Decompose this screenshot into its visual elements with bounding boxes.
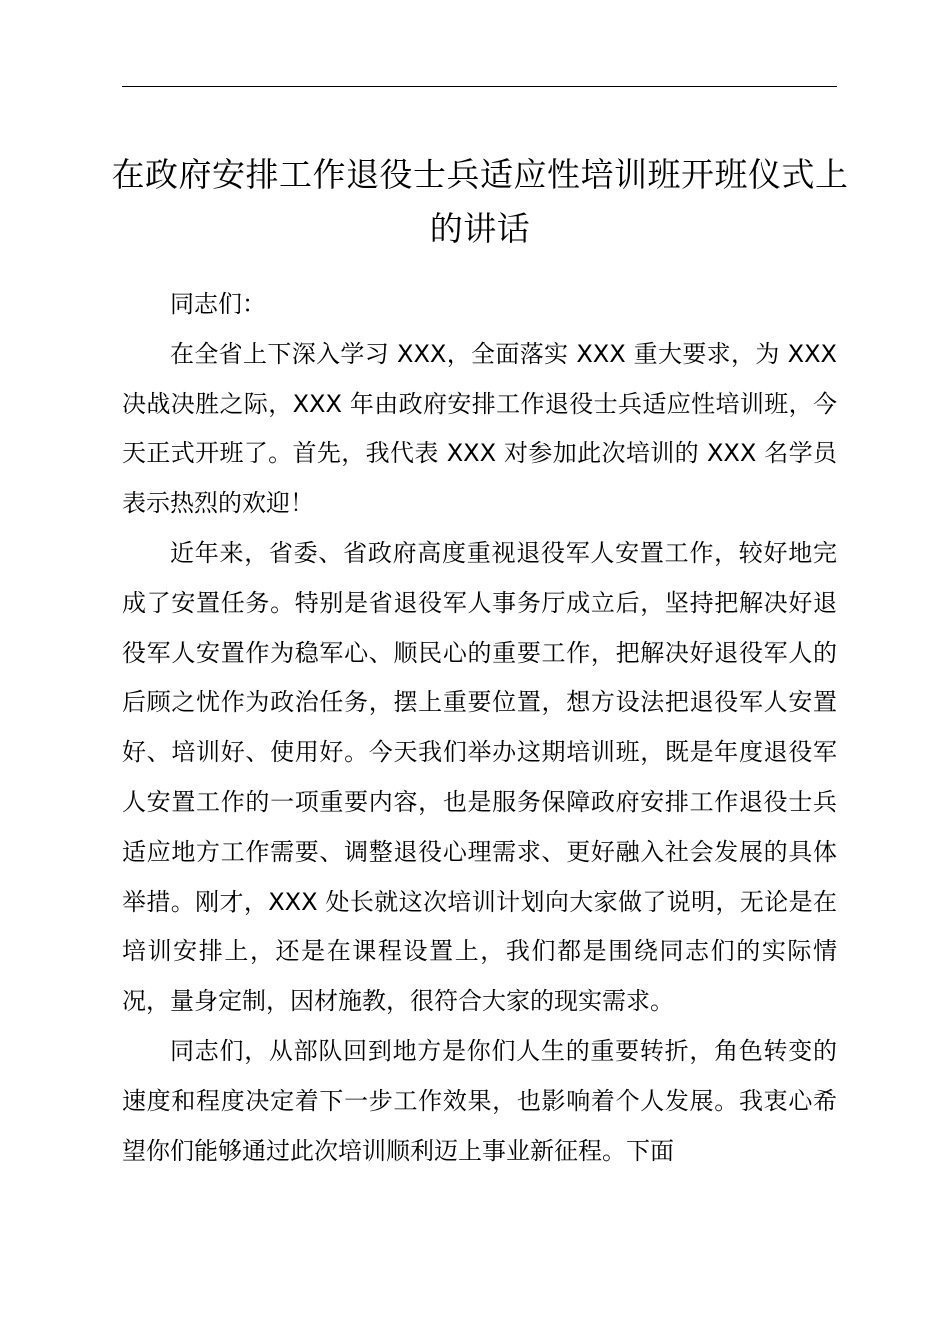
document-title: 在政府安排工作退役士兵适应性培训班开班仪式上的讲话 [111, 155, 849, 248]
document-body [122, 280, 837, 1176]
header-rule [122, 86, 837, 87]
greeting: 同志们： [170, 290, 266, 318]
paragraph-2: 近年来，省委、省政府高度重视退役军人安置工作，较好地完成了安置任务。特别是省退役军人事务厅成立后，坚持把解决好退役军人安置作为稳军心、顺民心的重要工作，把解决好退役军人的后顾之忧作为政治任务，摆上重要位置，想方设法把退役军人安置好、培训好、使用好。今天我们举办这期培训班，既是年度退役军人安置工作的一项重要内容，也是服务保障政府安排工作退役士兵适应地方工作需要、调整退役心理需求、更好融入社会发展的具体举措。刚才，XXX 处长就这次培训计划向大家做了说明，无论是在培训安排上，还是在课程设置上，我们都是围绕同志们的实际情况，量身定制，因材施教，很符合大家的现实需求。 [122, 538, 837, 1016]
paragraph-1: 在全省上下深入学习 XXX，全面落实 XXX 重大要求，为 XXX 决战决胜之际，XXX 年由政府安排工作退役士兵适应性培训班，今天正式开班了。首先，我代表 XXX 对参加此次培训的 XXX 名学员表示热烈的欢迎！ [122, 339, 837, 518]
paragraph-3: 同志们，从部队回到地方是你们人生的重要转折，角色转变的速度和程度决定着下一步工作效果，也影响着个人发展。我衷心希望你们能够通过此次培训顺利迈上事业新征程。下面 [122, 1036, 837, 1165]
